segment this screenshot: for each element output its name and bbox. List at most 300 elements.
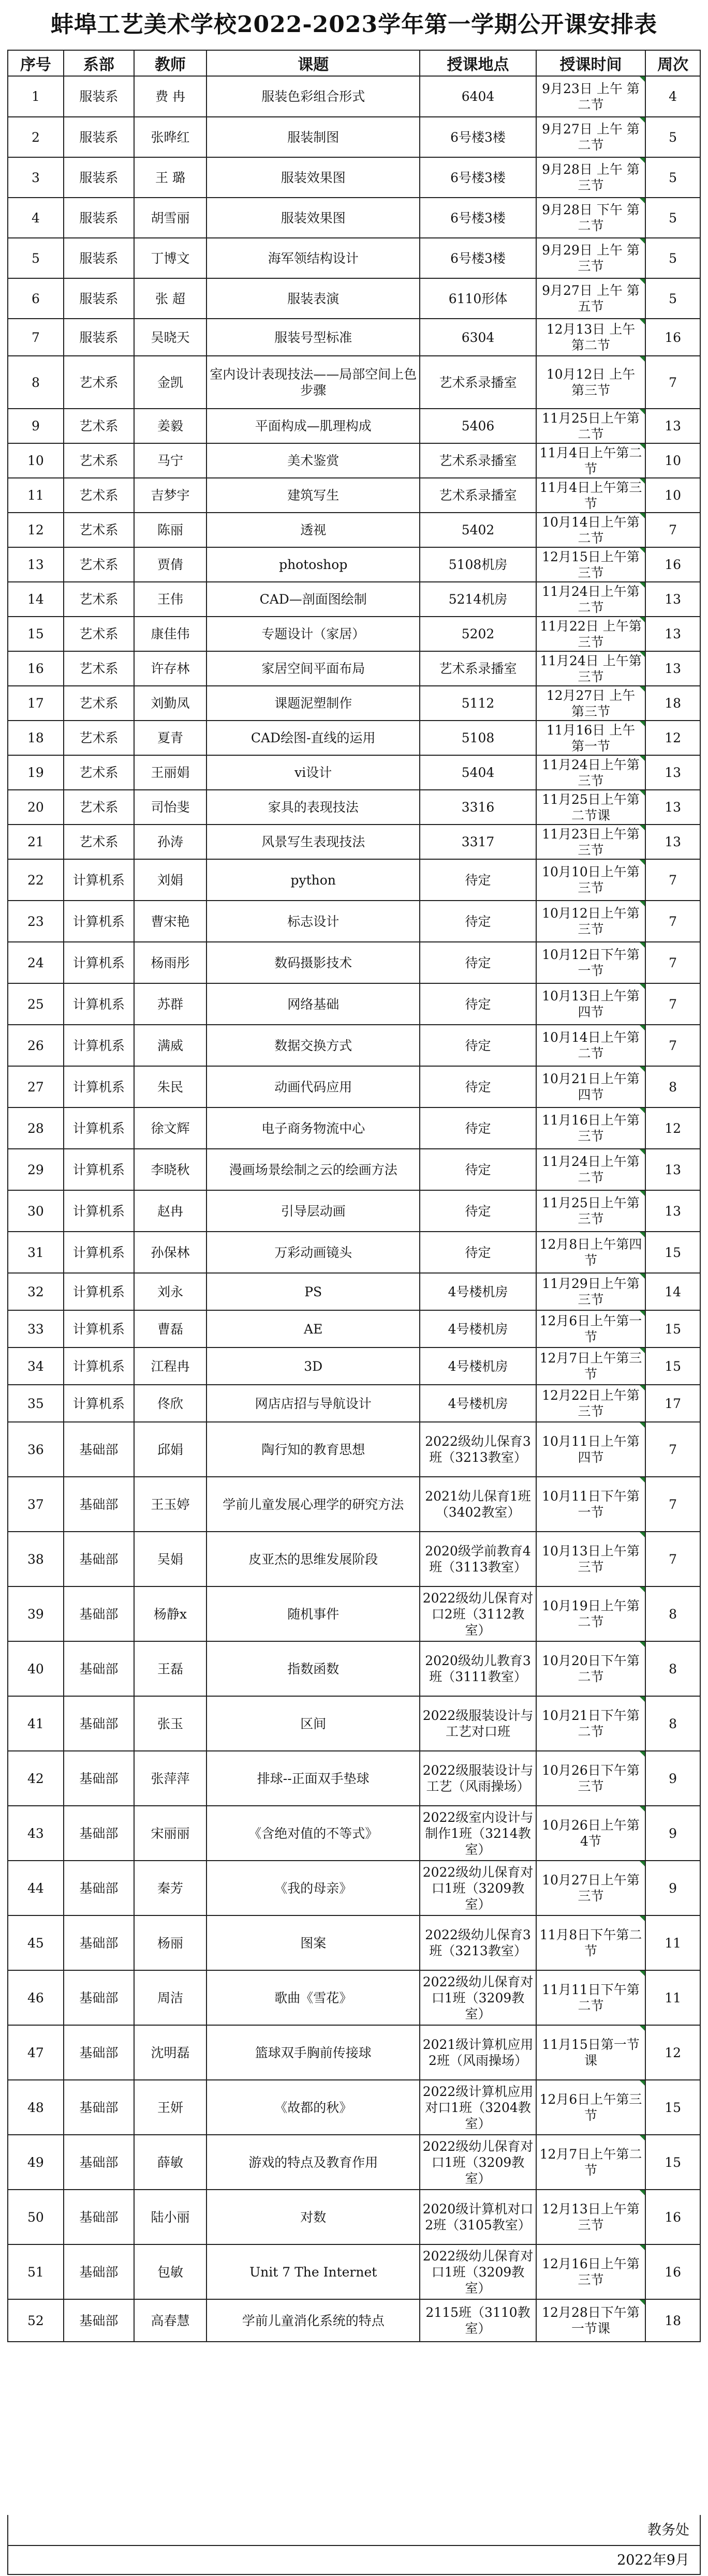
cell-place: 2020级学前教育4班（3113教室） [420, 1532, 536, 1586]
cell-time: 10月26日上午第4节 [536, 1806, 645, 1861]
cell-time: 11月25日上午第三节 [536, 1190, 645, 1232]
cell-week: 13 [645, 825, 700, 859]
cell-place: 2022级幼儿保育对口2班（3112教室） [420, 1586, 536, 1641]
cell-teacher: 张 超 [134, 278, 207, 319]
cell-dept: 艺术系 [64, 356, 134, 409]
cell-marker-icon [640, 1697, 645, 1702]
header-teacher: 教师 [134, 50, 207, 76]
cell-marker-icon [640, 198, 645, 203]
cell-no: 8 [8, 356, 64, 409]
cell-place: 4号楼机房 [420, 1273, 536, 1310]
cell-dept: 计算机系 [64, 1385, 134, 1422]
cell-place: 2020级计算机对口2班（3105教室） [420, 2190, 536, 2244]
cell-marker-icon [640, 1642, 645, 1647]
table-row [8, 409, 700, 443]
cell-teacher: 贾倩 [134, 547, 207, 582]
cell-no: 19 [8, 755, 64, 790]
cell-teacher: 康佳伟 [134, 617, 207, 651]
cell-dept: 基础部 [64, 1586, 134, 1641]
cell-dept: 基础部 [64, 1422, 134, 1477]
cell-time: 10月20日下午第二节 [536, 1641, 645, 1696]
header-dept: 系部 [64, 50, 134, 76]
cell-no: 38 [8, 1532, 64, 1586]
table-row [8, 1385, 700, 1422]
cell-week: 12 [645, 721, 700, 755]
table-row [8, 319, 700, 356]
table-row [8, 859, 700, 901]
cell-marker-icon [640, 1587, 645, 1592]
cell-teacher: 陆小丽 [134, 2190, 207, 2244]
cell-time: 12月13日 上午 第二节 [536, 319, 645, 356]
cell-topic: 数码摄影技术 [207, 942, 420, 983]
cell-week: 15 [645, 1310, 700, 1347]
table-row [8, 942, 700, 983]
cell-marker-icon [640, 1149, 645, 1155]
cell-teacher: 夏青 [134, 721, 207, 755]
cell-topic: 图案 [207, 1915, 420, 1970]
cell-week: 18 [645, 2299, 700, 2342]
cell-week: 7 [645, 942, 700, 983]
cell-place: 2022级服装设计与工艺（风雨操场） [420, 1751, 536, 1806]
cell-place: 6404 [420, 76, 536, 117]
cell-dept: 服装系 [64, 238, 134, 278]
cell-teacher: 满威 [134, 1025, 207, 1066]
cell-time: 10月10日上午第三节 [536, 859, 645, 901]
cell-dept: 计算机系 [64, 1347, 134, 1385]
cell-dept: 艺术系 [64, 513, 134, 547]
table-row [8, 790, 700, 825]
cell-teacher: 邱娟 [134, 1422, 207, 1477]
cell-time: 11月24日 上午第三节 [536, 651, 645, 686]
cell-topic: 随机事件 [207, 1586, 420, 1641]
cell-time: 10月14日上午第二节 [536, 1025, 645, 1066]
cell-topic: 网络基础 [207, 983, 420, 1025]
cell-topic: 课题泥塑制作 [207, 686, 420, 721]
cell-time: 11月4日上午第三节 [536, 478, 645, 513]
cell-no: 6 [8, 278, 64, 319]
cell-place: 2022级幼儿保育对口1班（3209教室） [420, 2244, 536, 2299]
table-row [8, 478, 700, 513]
cell-marker-icon [640, 2300, 645, 2305]
cell-time: 11月15日第一节课 [536, 2025, 645, 2080]
cell-marker-icon [640, 984, 645, 989]
cell-topic: 篮球双手胸前传接球 [207, 2025, 420, 2080]
cell-dept: 艺术系 [64, 686, 134, 721]
cell-time: 12月6日上午第一节 [536, 1310, 645, 1347]
cell-teacher: 刘娟 [134, 859, 207, 901]
cell-topic: 动画代码应用 [207, 1066, 420, 1107]
cell-teacher: 苏群 [134, 983, 207, 1025]
cell-teacher: 佟欣 [134, 1385, 207, 1422]
cell-teacher: 沈明磊 [134, 2025, 207, 2080]
cell-no: 22 [8, 859, 64, 901]
table-row [8, 1641, 700, 1696]
header-week: 周次 [645, 50, 700, 76]
cell-marker-icon [640, 1751, 645, 1757]
cell-time: 11月16日上午第三节 [536, 1107, 645, 1149]
cell-dept: 艺术系 [64, 721, 134, 755]
cell-dept: 艺术系 [64, 790, 134, 825]
cell-topic: 家具的表现技法 [207, 790, 420, 825]
cell-place: 2115班（3110教室） [420, 2299, 536, 2342]
cell-teacher: 许存林 [134, 651, 207, 686]
cell-time: 10月27日上午第三节 [536, 1861, 645, 1915]
cell-dept: 计算机系 [64, 1310, 134, 1347]
cell-week: 7 [645, 513, 700, 547]
cell-teacher: 杨丽 [134, 1915, 207, 1970]
cell-place: 2022级室内设计与制作1班（3214教室） [420, 1806, 536, 1861]
cell-place: 5202 [420, 617, 536, 651]
table-row [8, 983, 700, 1025]
cell-marker-icon [640, 409, 645, 414]
cell-week: 10 [645, 478, 700, 513]
cell-time: 10月21日上午第四节 [536, 1066, 645, 1107]
cell-dept: 艺术系 [64, 617, 134, 651]
cell-topic: 服装色彩组合形式 [207, 76, 420, 117]
cell-place: 4号楼机房 [420, 1310, 536, 1347]
cell-week: 12 [645, 1107, 700, 1149]
table-row [8, 1970, 700, 2025]
cell-marker-icon [640, 617, 645, 622]
table-row [8, 1861, 700, 1915]
table-row [8, 1066, 700, 1107]
cell-dept: 基础部 [64, 2025, 134, 2080]
cell-dept: 计算机系 [64, 1232, 134, 1273]
cell-topic: 游戏的特点及教育作用 [207, 2135, 420, 2190]
table-row [8, 1025, 700, 1066]
cell-no: 32 [8, 1273, 64, 1310]
cell-dept: 基础部 [64, 1915, 134, 1970]
cell-topic: AE [207, 1310, 420, 1347]
cell-place: 6304 [420, 319, 536, 356]
cell-marker-icon [640, 238, 645, 244]
cell-topic: 风景写生表现技法 [207, 825, 420, 859]
cell-no: 47 [8, 2025, 64, 2080]
cell-week: 9 [645, 1806, 700, 1861]
cell-place: 4号楼机房 [420, 1347, 536, 1385]
cell-marker-icon [640, 1861, 645, 1866]
cell-dept: 艺术系 [64, 582, 134, 617]
cell-week: 13 [645, 651, 700, 686]
cell-week: 10 [645, 443, 700, 478]
cell-teacher: 高春慧 [134, 2299, 207, 2342]
cell-no: 10 [8, 443, 64, 478]
cell-no: 21 [8, 825, 64, 859]
cell-time: 12月6日上午第三节 [536, 2080, 645, 2135]
cell-teacher: 薛敏 [134, 2135, 207, 2190]
cell-dept: 基础部 [64, 2244, 134, 2299]
cell-topic: PS [207, 1273, 420, 1310]
cell-marker-icon [640, 1916, 645, 1921]
cell-week: 4 [645, 76, 700, 117]
header-place: 授课地点 [420, 50, 536, 76]
cell-time: 9月27日 上午 第二节 [536, 117, 645, 157]
cell-marker-icon [640, 1477, 645, 1482]
table-row [8, 2244, 700, 2299]
cell-dept: 基础部 [64, 1641, 134, 1696]
cell-place: 2021幼儿保育1班（3402教室） [420, 1477, 536, 1532]
table-row [8, 901, 700, 942]
cell-time: 12月7日上午第三节 [536, 1347, 645, 1385]
cell-time: 12月8日上午第四节 [536, 1232, 645, 1273]
table-row [8, 1751, 700, 1806]
cell-topic: 《含绝对值的不等式》 [207, 1806, 420, 1861]
cell-place: 2022级幼儿保育对口1班（3209教室） [420, 1970, 536, 2025]
page-title: 蚌埠工艺美术学校2022-2023学年第一学期公开课安排表 [50, 11, 658, 38]
cell-topic: 学前儿童发展心理学的研究方法 [207, 1477, 420, 1532]
cell-topic: 指数函数 [207, 1641, 420, 1696]
cell-place: 3316 [420, 790, 536, 825]
cell-place: 2022级幼儿保育3班（3213教室） [420, 1422, 536, 1477]
cell-no: 14 [8, 582, 64, 617]
cell-week: 13 [645, 790, 700, 825]
cell-marker-icon [640, 1274, 645, 1279]
cell-dept: 艺术系 [64, 409, 134, 443]
cell-time: 12月22日上午第三节 [536, 1385, 645, 1422]
table-row [8, 2190, 700, 2244]
cell-time: 11月24日上午第二节 [536, 582, 645, 617]
cell-time: 9月23日 上午 第二节 [536, 76, 645, 117]
cell-time: 11月16日 上午 第一节 [536, 721, 645, 755]
header-row [8, 50, 700, 76]
cell-no: 20 [8, 790, 64, 825]
cell-marker-icon [640, 652, 645, 657]
cell-time: 11月8日下午第二节 [536, 1915, 645, 1970]
cell-marker-icon [640, 1348, 645, 1353]
cell-teacher: 孙保林 [134, 1232, 207, 1273]
cell-marker-icon [640, 1532, 645, 1537]
cell-place: 5402 [420, 513, 536, 547]
cell-dept: 艺术系 [64, 651, 134, 686]
table-row [8, 2025, 700, 2080]
cell-topic: CAD绘图-直线的运用 [207, 721, 420, 755]
cell-time: 10月21日下午第二节 [536, 1696, 645, 1751]
cell-place: 6号楼3楼 [420, 198, 536, 238]
table-row [8, 617, 700, 651]
table-row [8, 582, 700, 617]
cell-teacher: 曹磊 [134, 1310, 207, 1347]
cell-teacher: 江程冉 [134, 1347, 207, 1385]
table-row [8, 278, 700, 319]
cell-week: 16 [645, 2244, 700, 2299]
cell-dept: 基础部 [64, 1477, 134, 1532]
cell-place: 2021级计算机应用2班（风雨操场） [420, 2025, 536, 2080]
cell-place: 2022级幼儿保育对口1班（3209教室） [420, 2135, 536, 2190]
cell-place: 艺术系录播室 [420, 356, 536, 409]
cell-week: 16 [645, 2190, 700, 2244]
cell-time: 10月19日上午第二节 [536, 1586, 645, 1641]
cell-teacher: 王妍 [134, 2080, 207, 2135]
cell-week: 16 [645, 547, 700, 582]
table-row [8, 1310, 700, 1347]
cell-place: 6110形体 [420, 278, 536, 319]
cell-topic: 区间 [207, 1696, 420, 1751]
cell-week: 11 [645, 1970, 700, 2025]
cell-marker-icon [640, 1232, 645, 1237]
cell-teacher: 吉梦宇 [134, 478, 207, 513]
table-row [8, 721, 700, 755]
cell-teacher: 王磊 [134, 1641, 207, 1696]
cell-place: 待定 [420, 1232, 536, 1273]
cell-no: 26 [8, 1025, 64, 1066]
cell-week: 7 [645, 1532, 700, 1586]
cell-time: 9月28日 上午 第三节 [536, 157, 645, 198]
cell-place: 5214机房 [420, 582, 536, 617]
cell-week: 5 [645, 117, 700, 157]
cell-dept: 基础部 [64, 1861, 134, 1915]
cell-marker-icon [640, 1311, 645, 1316]
cell-week: 14 [645, 1273, 700, 1310]
cell-time: 12月28日下午第一节课 [536, 2299, 645, 2342]
cell-teacher: 姜毅 [134, 409, 207, 443]
cell-place: 6号楼3楼 [420, 117, 536, 157]
cell-dept: 基础部 [64, 1970, 134, 2025]
cell-time: 12月27日 上午 第三节 [536, 686, 645, 721]
table-row [8, 686, 700, 721]
cell-topic: 服装制图 [207, 117, 420, 157]
cell-no: 30 [8, 1190, 64, 1232]
cell-topic: 家居空间平面布局 [207, 651, 420, 686]
cell-dept: 艺术系 [64, 825, 134, 859]
cell-time: 12月15日上午第三节 [536, 547, 645, 582]
cell-dept: 计算机系 [64, 1107, 134, 1149]
cell-no: 7 [8, 319, 64, 356]
cell-no: 41 [8, 1696, 64, 1751]
cell-marker-icon [640, 77, 645, 82]
cell-dept: 服装系 [64, 278, 134, 319]
cell-place: 5108机房 [420, 547, 536, 582]
cell-teacher: 秦芳 [134, 1861, 207, 1915]
cell-time: 9月27日 上午 第五节 [536, 278, 645, 319]
cell-time: 10月13日上午第四节 [536, 983, 645, 1025]
cell-place: 5112 [420, 686, 536, 721]
table-row [8, 117, 700, 157]
cell-no: 42 [8, 1751, 64, 1806]
cell-time: 10月13日上午第三节 [536, 1532, 645, 1586]
table-row [8, 1422, 700, 1477]
cell-topic: 室内设计表现技法——局部空间上色步骤 [207, 356, 420, 409]
cell-dept: 基础部 [64, 1532, 134, 1586]
cell-time: 10月14日上午第二节 [536, 513, 645, 547]
cell-no: 24 [8, 942, 64, 983]
table-row [8, 2080, 700, 2135]
cell-topic: 专题设计（家居） [207, 617, 420, 651]
cell-topic: 引导层动画 [207, 1190, 420, 1232]
cell-marker-icon [640, 942, 645, 948]
cell-time: 9月28日 下午 第二节 [536, 198, 645, 238]
cell-topic: 建筑写生 [207, 478, 420, 513]
cell-marker-icon [640, 756, 645, 761]
cell-no: 25 [8, 983, 64, 1025]
cell-time: 11月23日上午第三节 [536, 825, 645, 859]
cell-time: 11月25日上午第二节课 [536, 790, 645, 825]
cell-week: 7 [645, 1422, 700, 1477]
cell-no: 1 [8, 76, 64, 117]
cell-no: 44 [8, 1861, 64, 1915]
cell-time: 12月13日上午第三节 [536, 2190, 645, 2244]
cell-topic: 透视 [207, 513, 420, 547]
cell-week: 7 [645, 983, 700, 1025]
cell-teacher: 王 璐 [134, 157, 207, 198]
cell-time: 10月11日下午第一节 [536, 1477, 645, 1532]
cell-topic: 漫画场景绘制之云的绘画方法 [207, 1149, 420, 1190]
cell-place: 5404 [420, 755, 536, 790]
cell-no: 13 [8, 547, 64, 582]
cell-place: 6号楼3楼 [420, 238, 536, 278]
cell-place: 5108 [420, 721, 536, 755]
cell-place: 2022级服装设计与工艺对口班 [420, 1696, 536, 1751]
cell-marker-icon [640, 478, 645, 484]
cell-marker-icon [640, 1108, 645, 1113]
cell-time: 12月7日上午第二节 [536, 2135, 645, 2190]
cell-time: 10月26日下午第三节 [536, 1751, 645, 1806]
cell-topic: 标志设计 [207, 901, 420, 942]
cell-time: 11月11日下午第二节 [536, 1970, 645, 2025]
cell-teacher: 吴晓天 [134, 319, 207, 356]
cell-no: 43 [8, 1806, 64, 1861]
cell-week: 9 [645, 1861, 700, 1915]
cell-no: 36 [8, 1422, 64, 1477]
header-topic: 课题 [207, 50, 420, 76]
header-time: 授课时间 [536, 50, 645, 76]
cell-no: 33 [8, 1310, 64, 1347]
cell-no: 11 [8, 478, 64, 513]
cell-week: 5 [645, 198, 700, 238]
cell-time: 10月12日下午第一节 [536, 942, 645, 983]
cell-dept: 基础部 [64, 2190, 134, 2244]
cell-dept: 服装系 [64, 157, 134, 198]
cell-week: 5 [645, 278, 700, 319]
cell-teacher: 刘勤凤 [134, 686, 207, 721]
footer-office: 教务处 [7, 2515, 701, 2546]
cell-no: 46 [8, 1970, 64, 2025]
cell-dept: 服装系 [64, 117, 134, 157]
table-row [8, 1477, 700, 1532]
cell-topic: 网店店招与导航设计 [207, 1385, 420, 1422]
cell-week: 13 [645, 409, 700, 443]
cell-teacher: 吴娟 [134, 1532, 207, 1586]
cell-topic: 美术鉴赏 [207, 443, 420, 478]
cell-no: 29 [8, 1149, 64, 1190]
cell-time: 11月29日上午第三节 [536, 1273, 645, 1310]
cell-place: 4号楼机房 [420, 1385, 536, 1422]
cell-week: 15 [645, 2080, 700, 2135]
cell-time: 11月22日 上午第三节 [536, 617, 645, 651]
cell-no: 18 [8, 721, 64, 755]
cell-topic: 皮亚杰的思维发展阶段 [207, 1532, 420, 1586]
table-row [8, 198, 700, 238]
cell-topic: 电子商务物流中心 [207, 1107, 420, 1149]
cell-dept: 计算机系 [64, 1190, 134, 1232]
cell-dept: 计算机系 [64, 983, 134, 1025]
cell-dept: 艺术系 [64, 443, 134, 478]
cell-time: 9月29日 上午 第三节 [536, 238, 645, 278]
cell-time: 10月12日上午第三节 [536, 901, 645, 942]
cell-teacher: 王玉婷 [134, 1477, 207, 1532]
cell-marker-icon [640, 1025, 645, 1030]
cell-week: 8 [645, 1696, 700, 1751]
table-row [8, 755, 700, 790]
cell-no: 27 [8, 1066, 64, 1107]
cell-marker-icon [640, 1971, 645, 1976]
cell-topic: 数据交换方式 [207, 1025, 420, 1066]
cell-place: 待定 [420, 1190, 536, 1232]
cell-dept: 艺术系 [64, 478, 134, 513]
cell-week: 16 [645, 319, 700, 356]
cell-no: 52 [8, 2299, 64, 2342]
cell-teacher: 张萍萍 [134, 1751, 207, 1806]
cell-dept: 基础部 [64, 2135, 134, 2190]
